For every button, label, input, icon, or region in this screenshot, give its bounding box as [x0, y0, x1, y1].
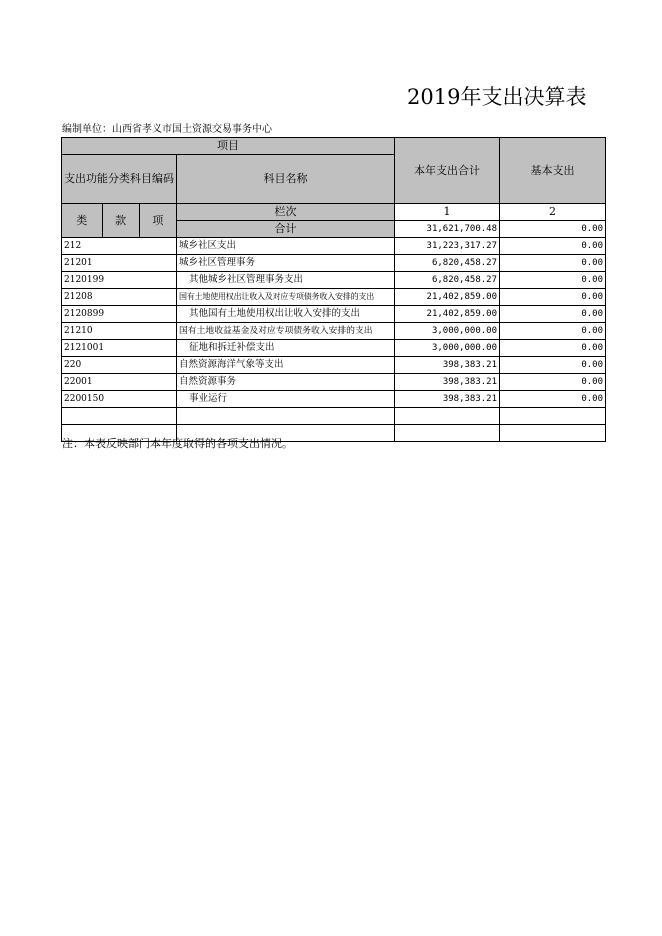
column-number-1: 1: [395, 204, 500, 221]
row-code: 2120199: [62, 272, 177, 289]
header-xiang: 项: [139, 204, 176, 238]
table-row: [62, 374, 606, 391]
empty-cell: [500, 408, 606, 425]
table-row: [62, 255, 606, 272]
row-total: 21,402,859.00: [395, 289, 500, 306]
header-lanci: 栏次: [177, 204, 395, 221]
row-basic: 0.00: [500, 255, 606, 272]
row-basic: 0.00: [500, 306, 606, 323]
row-total: 398,383.21: [395, 374, 500, 391]
row-basic: 0.00: [500, 323, 606, 340]
empty-row: [62, 408, 606, 425]
row-total: 31,223,317.27: [395, 238, 500, 255]
table-row: [62, 306, 606, 323]
row-name: 自然资源事务: [177, 374, 395, 391]
empty-cell: [395, 425, 500, 442]
row-code: 22001: [62, 374, 177, 391]
row-code: 220: [62, 357, 177, 374]
table-row: [62, 357, 606, 374]
row-basic: 0.00: [500, 391, 606, 408]
row-basic: 0.00: [500, 357, 606, 374]
header-lei: 类: [62, 204, 103, 238]
header-project: 项目: [62, 138, 395, 155]
table-row: [62, 289, 606, 306]
row-code: 21210: [62, 323, 177, 340]
header-row-lanci: [62, 204, 606, 221]
header-subject-name: 科目名称: [177, 155, 395, 204]
row-code: 212: [62, 238, 177, 255]
row-total: 21,402,859.00: [395, 306, 500, 323]
header-basic: 基本支出: [500, 138, 606, 204]
row-name: 自然资源海洋气象等支出: [177, 357, 395, 374]
row-total: 3,000,000.00: [395, 340, 500, 357]
table-row: [62, 323, 606, 340]
empty-cell: [62, 408, 177, 425]
empty-cell: [500, 425, 606, 442]
row-total: 6,820,458.27: [395, 255, 500, 272]
total-label: 合计: [177, 221, 395, 238]
row-basic: 0.00: [500, 374, 606, 391]
row-code: 21201: [62, 255, 177, 272]
row-basic: 0.00: [500, 289, 606, 306]
row-name: 国有土地使用权出让收入及对应专项债务收入安排的支出: [177, 289, 395, 306]
row-total: 398,383.21: [395, 357, 500, 374]
row-name: 国有土地收益基金及对应专项债务收入安排的支出: [177, 323, 395, 340]
row-basic: 0.00: [500, 272, 606, 289]
header-row-project: [62, 138, 606, 155]
table-row: [62, 340, 606, 357]
total-basic: 0.00: [500, 221, 606, 238]
column-number-2: 2: [500, 204, 606, 221]
empty-cell: [395, 408, 500, 425]
header-code: 支出功能分类科目编码: [62, 155, 177, 204]
row-name: 其他国有土地使用权出让收入安排的支出: [177, 306, 395, 323]
row-total: 6,820,458.27: [395, 272, 500, 289]
row-basic: 0.00: [500, 238, 606, 255]
row-name: 征地和拆迁补偿支出: [177, 340, 395, 357]
row-code: 2200150: [62, 391, 177, 408]
total-amount: 31,621,700.48: [395, 221, 500, 238]
row-code: 2120899: [62, 306, 177, 323]
row-name: 城乡社区管理事务: [177, 255, 395, 272]
row-name: 其他城乡社区管理事务支出: [177, 272, 395, 289]
expenditure-table: [61, 137, 606, 442]
row-basic: 0.00: [500, 340, 606, 357]
row-total: 3,000,000.00: [395, 323, 500, 340]
table-row: [62, 238, 606, 255]
row-total: 398,383.21: [395, 391, 500, 408]
row-code: 21208: [62, 289, 177, 306]
row-name: 事业运行: [177, 391, 395, 408]
row-code: 2121001: [62, 340, 177, 357]
table-row: [62, 272, 606, 289]
empty-cell: [177, 408, 395, 425]
table-row: [62, 391, 606, 408]
header-total: 本年支出合计: [395, 138, 500, 204]
page-title: 2019年支出决算表: [407, 85, 587, 109]
compiling-unit: 编制单位：山西省孝义市国土资源交易事务中心: [62, 124, 272, 135]
table-note: 注：本表反映部门本年度取得的各项支出情况。: [62, 437, 293, 450]
row-name: 城乡社区支出: [177, 238, 395, 255]
header-kuan: 款: [102, 204, 139, 238]
